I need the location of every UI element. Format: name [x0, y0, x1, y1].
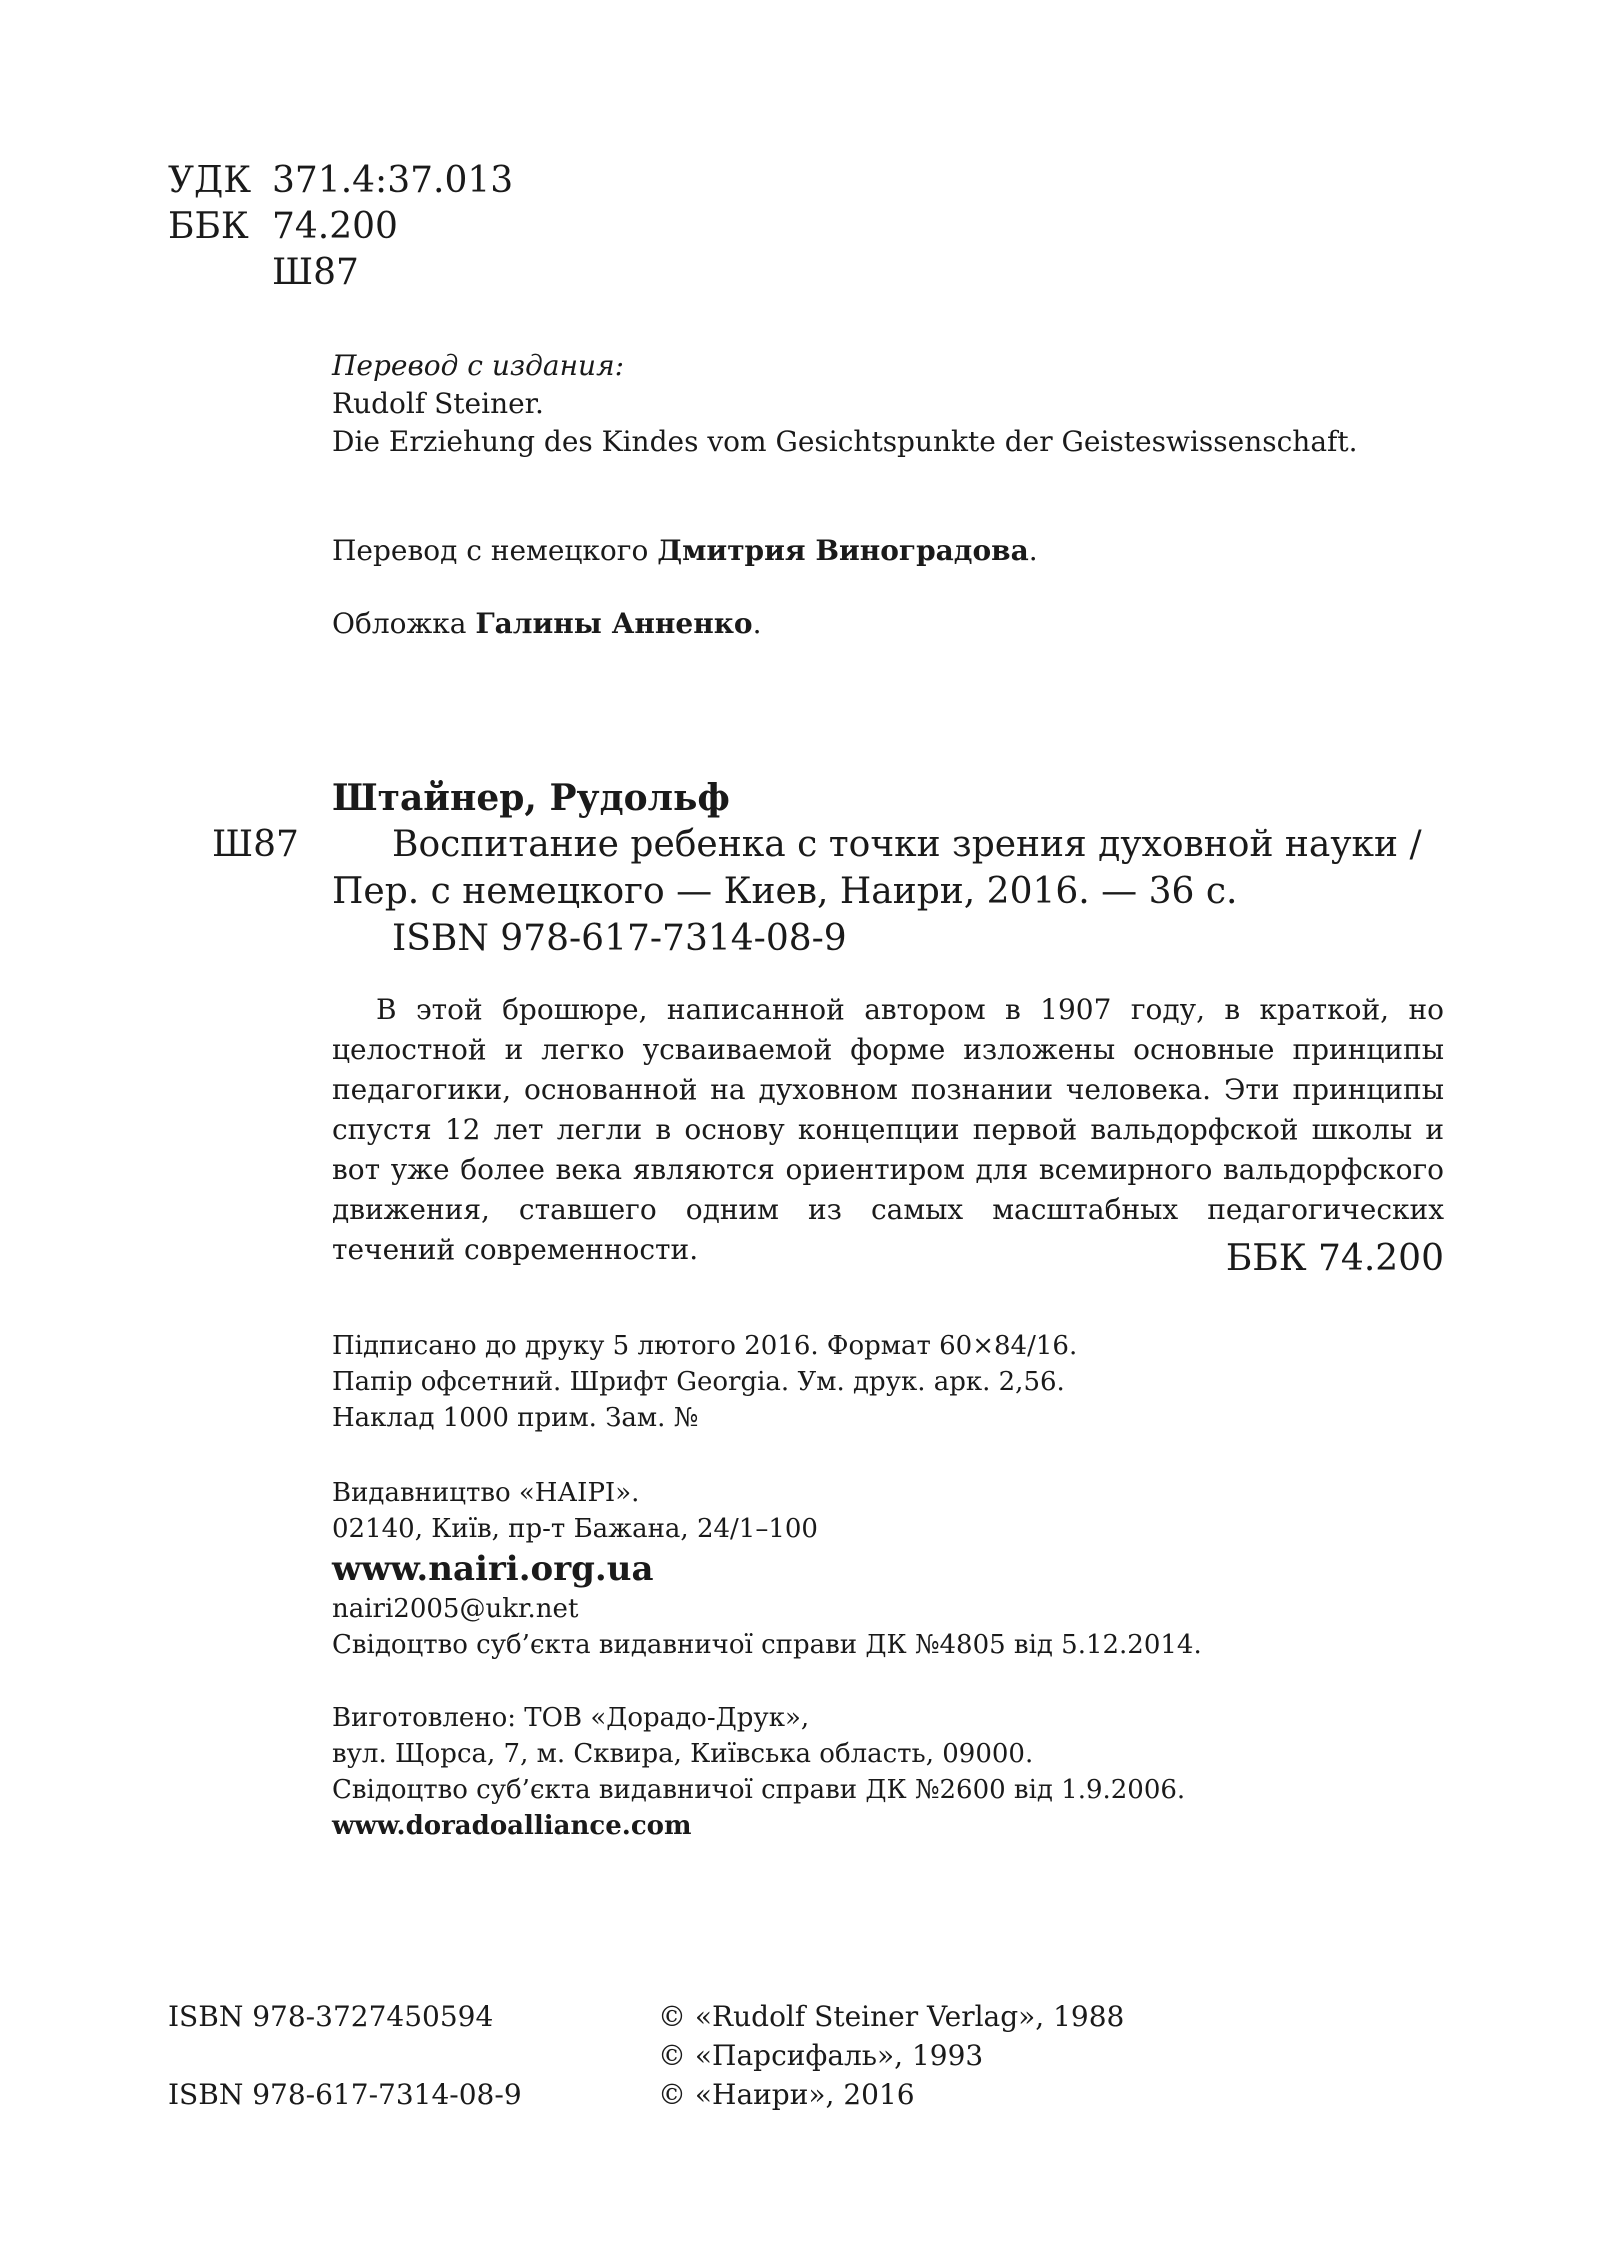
- classification-block: [168, 158, 513, 296]
- cover-artist-name: Галины Анненко: [475, 607, 753, 640]
- annotation-bbk: ББК 74.200: [1225, 1238, 1444, 1279]
- translator-name: Дмитрия Виноградова: [657, 534, 1029, 567]
- udk-row: [168, 158, 513, 204]
- printer-address: вул. Щорса, 7, м. Сквира, Київська область, 09000.: [332, 1739, 1034, 1769]
- bibliographic-title: Воспитание ребенка с точки зрения духовной науки /: [392, 824, 1422, 865]
- original-title: Die Erziehung des Kindes vom Gesichtspunkte der Geisteswissenschaft.: [332, 425, 1358, 458]
- source-heading: Перевод с издания:: [332, 349, 625, 382]
- cover-credit: [332, 605, 762, 643]
- udk-label: УДК: [168, 160, 252, 201]
- translator-prefix: Перевод с немецкого: [332, 534, 658, 567]
- print-info-line: Папір офсетний. Шрифт Georgia. Ум. друк. арк. 2,56.: [332, 1367, 1065, 1397]
- author-mark-row: [168, 250, 513, 296]
- translation-source: [332, 347, 1358, 461]
- annotation-text: В этой брошюре, написанной автором в 1907 году, в краткой, но целостной и легко усваиваемой форме изложены основные принципы педагогики, основанной на духовном познании человека. Эти принципы спустя 12 лет легли в основу концепции первой вальдорфской школы и вот уже более века являются ориентиром для всемирного вальдорфского движения, ставшего одним из самых масштабных педагогических течений современности.: [332, 993, 1444, 1266]
- annotation: [332, 990, 1444, 1270]
- bbk-row: [168, 204, 513, 250]
- publisher-address: 02140, Київ, пр-т Бажана, 24/1–100: [332, 1514, 818, 1544]
- printer-certificate: Свідоцтво суб’єкта видавничої справи ДК №2600 від 1.9.2006.: [332, 1775, 1186, 1805]
- translator-credit: [332, 532, 1038, 570]
- isbn-original: ISBN 978-3727450594: [168, 2000, 494, 2033]
- bbk-label: ББК: [168, 206, 249, 247]
- publisher-name: Видавництво «НАІРІ».: [332, 1478, 640, 1508]
- publisher-certificate: Свідоцтво суб’єкта видавничої справи ДК №4805 від 5.12.2014.: [332, 1630, 1202, 1660]
- copyright-line: © «Rudolf Steiner Verlag», 1988: [658, 2000, 1125, 2033]
- publisher-website-link[interactable]: www.nairi.org.ua: [332, 1549, 654, 1589]
- copyright-line: © «Наири», 2016: [658, 2078, 915, 2111]
- author-mark: Ш87: [272, 252, 359, 293]
- footer-copyright-column: [658, 1997, 1124, 2114]
- cover-suffix: .: [752, 607, 762, 640]
- bibliographic-isbn: ISBN 978-617-7314-08-9: [392, 918, 847, 959]
- printer-name: Виготовлено: ТОВ «Дорадо-Друк»,: [332, 1703, 810, 1733]
- print-info: [332, 1328, 1077, 1436]
- cover-prefix: Обложка: [332, 607, 476, 640]
- printer-info: [332, 1700, 1185, 1844]
- bibliographic-ref-code: Ш87: [212, 824, 299, 865]
- isbn-edition: ISBN 978-617-7314-08-9: [168, 2078, 522, 2111]
- original-author: Rudolf Steiner.: [332, 387, 544, 420]
- publisher-info: [332, 1475, 1202, 1663]
- print-info-line: Наклад 1000 прим. Зам. №: [332, 1403, 699, 1433]
- translator-suffix: .: [1028, 534, 1038, 567]
- printer-website-link[interactable]: www.doradoalliance.com: [332, 1811, 692, 1841]
- bbk-value: 74.200: [272, 206, 398, 247]
- copyright-line: © «Парсифаль», 1993: [658, 2039, 984, 2072]
- udk-value: 371.4:37.013: [272, 160, 514, 201]
- print-info-line: Підписано до друку 5 лютого 2016. Формат 60×84/16.: [332, 1331, 1078, 1361]
- bibliographic-publisher: Пер. с немецкого — Киев, Наири, 2016. — 36 с.: [332, 871, 1238, 912]
- footer-isbn-column: [168, 1997, 522, 2114]
- publisher-email[interactable]: nairi2005@ukr.net: [332, 1594, 579, 1624]
- bibliographic-author: Штайнер, Рудольф: [332, 777, 730, 819]
